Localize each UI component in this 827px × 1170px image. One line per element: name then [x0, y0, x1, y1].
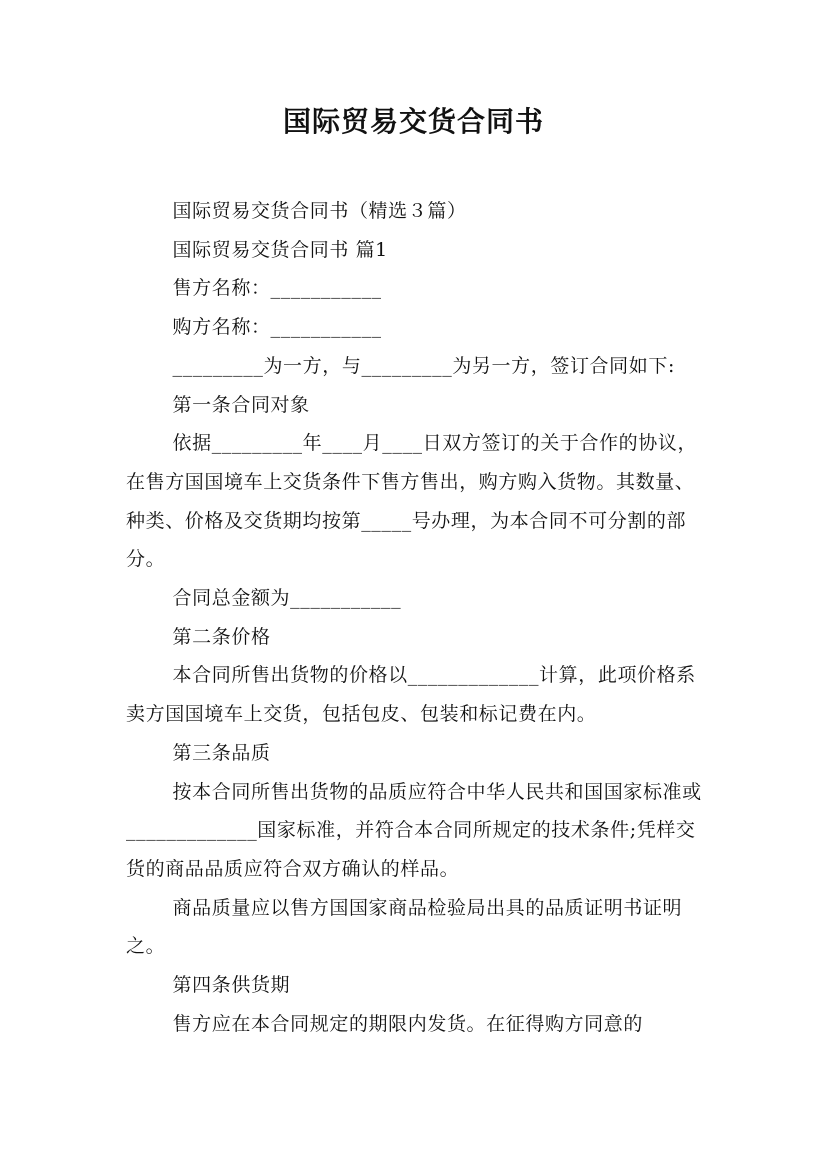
paragraph-clause-3-body: 按本合同所售出货物的品质应符合中华人民共和国国家标准或_____________国家标准，并符合本合同所规定的技术条件;凭样交货的商品品质应符合双方确认的样品。	[126, 780, 702, 880]
paragraph-seller-name: 售方名称：___________	[172, 277, 382, 300]
paragraph-quality-certificate: 商品质量应以售方国国家商品检验局出具的品质证明书证明之。	[126, 896, 683, 958]
paragraph-clause-4-body: 售方应在本合同规定的期限内发货。在征得购方同意的	[172, 1012, 643, 1035]
paragraph-parties: _________为一方，与_________为另一方，签订合同如下:	[172, 354, 675, 377]
paragraph-clause-1-title: 第一条合同对象	[172, 393, 310, 416]
document-body	[126, 192, 706, 1043]
paragraph-clause-4-title: 第四条供货期	[172, 974, 291, 997]
paragraph-clause-2-title: 第二条价格	[172, 625, 271, 648]
paragraph-buyer-name: 购方名称：___________	[172, 316, 382, 339]
paragraph-clause-2-body: 本合同所售出货物的价格以_____________计算，此项价格系卖方国国境车上交货，包括包皮、包装和标记费在内。	[126, 664, 696, 726]
paragraph-article-heading: 国际贸易交货合同书 篇1	[172, 238, 388, 261]
paragraph-clause-1-body: 依据_________年____月____日双方签订的关于合作的协议，在售方国国境车上交货条件下售方售出，购方购入货物。其数量、种类、价格及交货期均按第_____号办理，为本合同不可分割的部分。	[126, 432, 698, 571]
paragraph-collection-heading: 国际贸易交货合同书（精选３篇）	[172, 200, 467, 222]
paragraph-total-amount: 合同总金额为___________	[172, 587, 402, 610]
document-title: 国际贸易交货合同书	[282, 105, 544, 138]
paragraph-clause-3-title: 第三条品质	[172, 741, 271, 764]
